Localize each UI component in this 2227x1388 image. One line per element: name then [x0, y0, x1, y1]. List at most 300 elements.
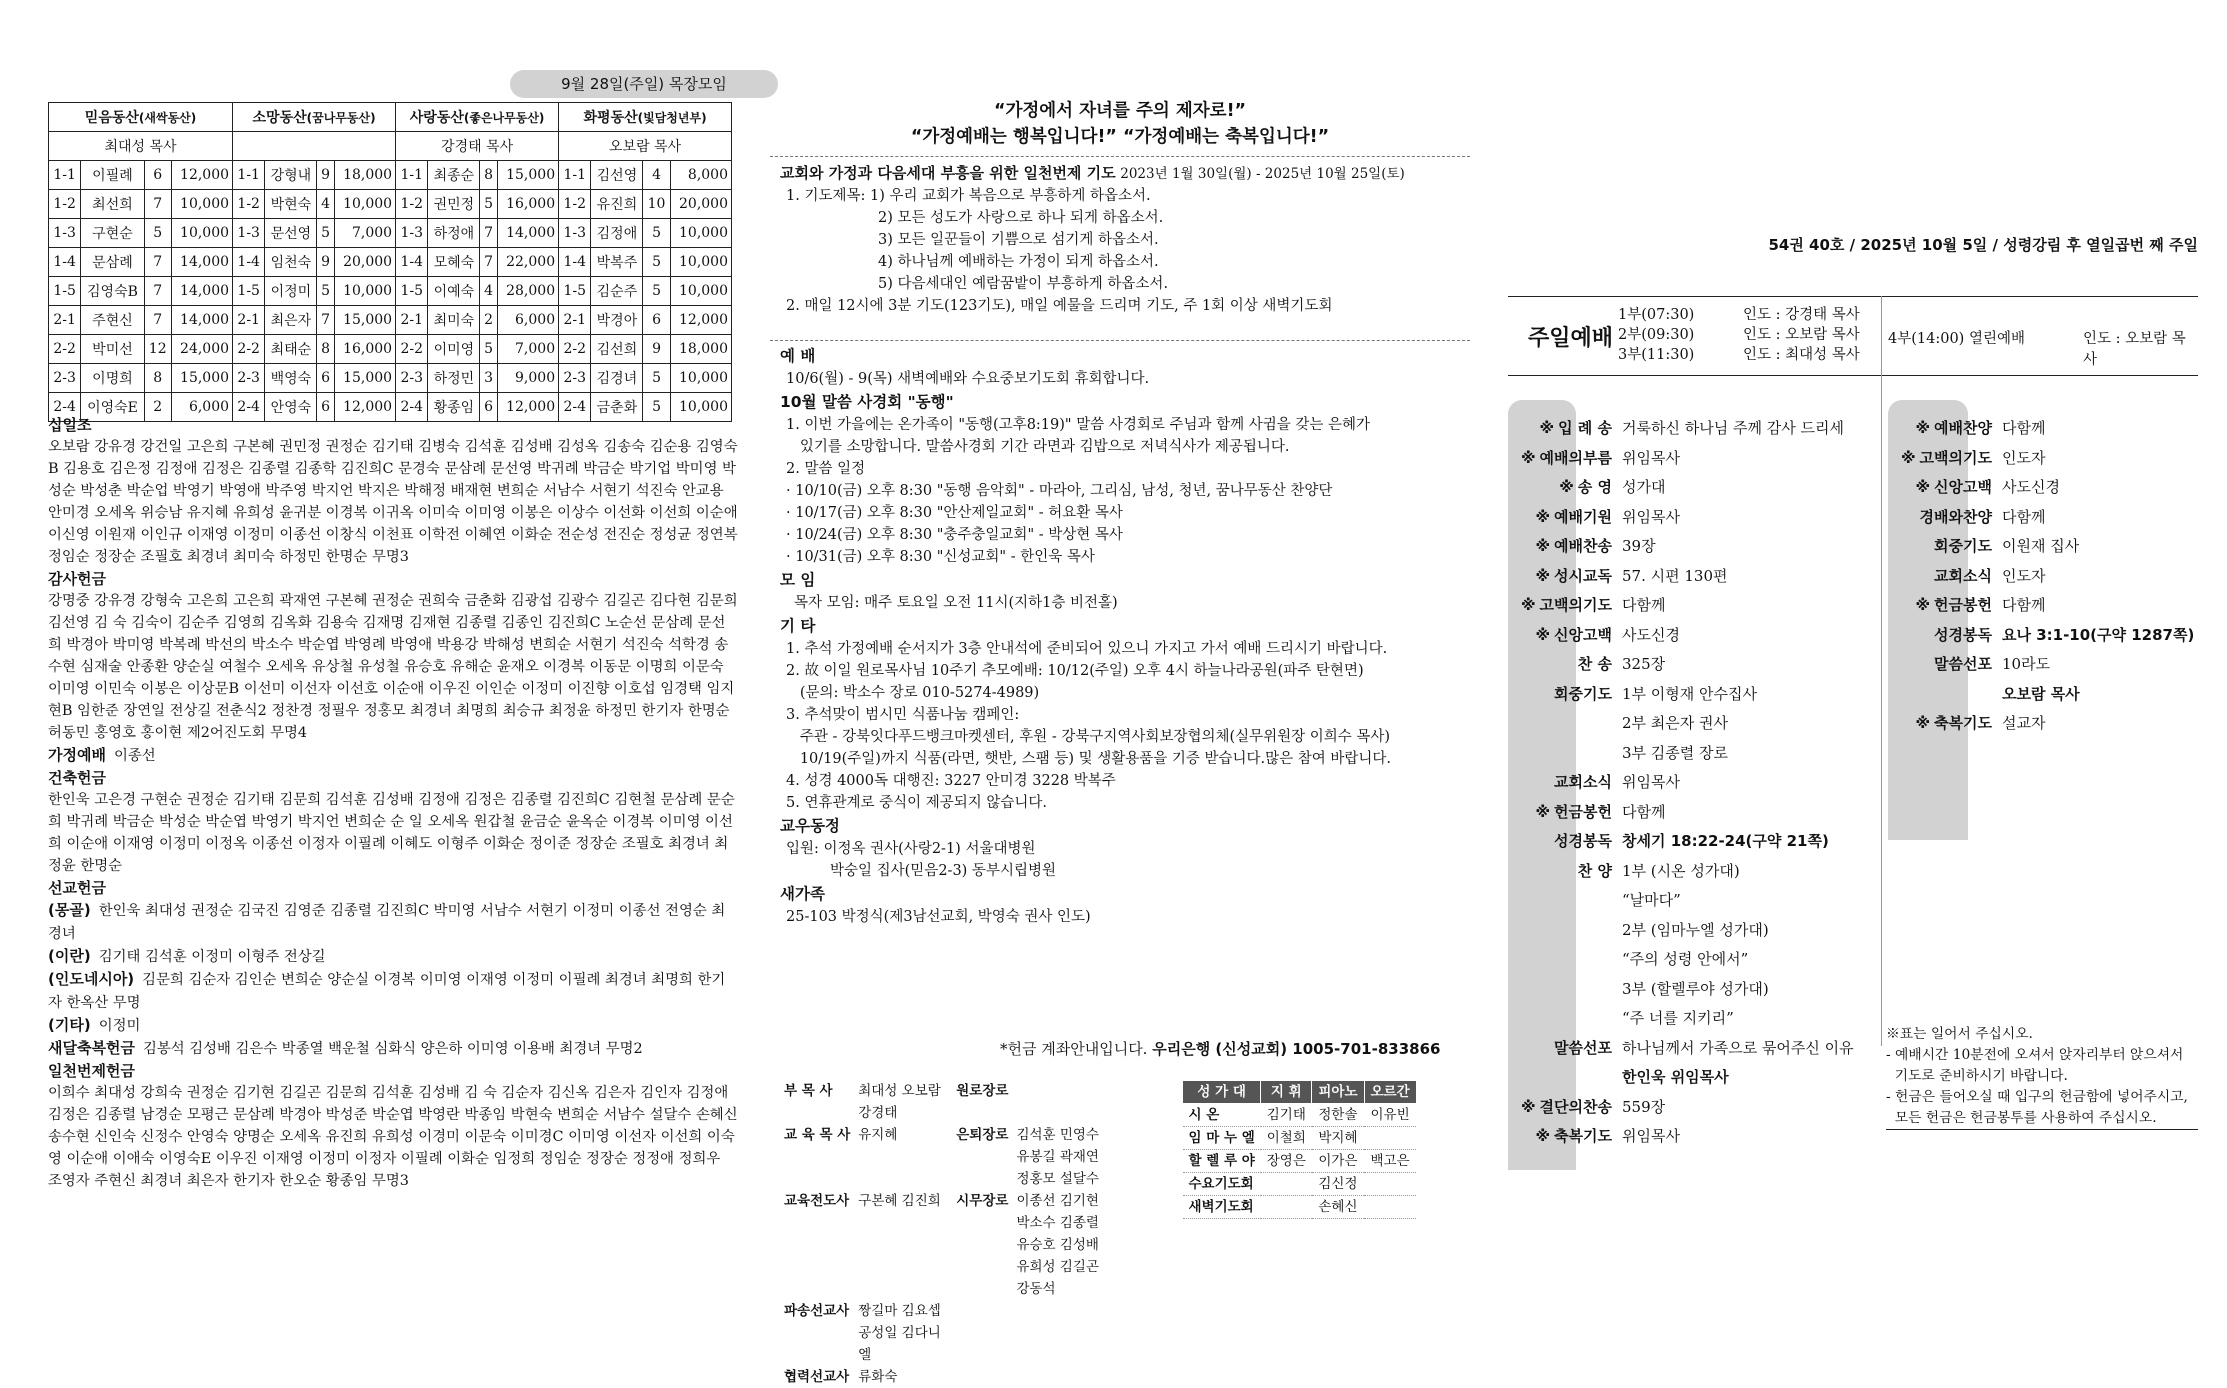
cell-count: 7 — [144, 277, 171, 306]
order-value: 3부 김종렬 장로 — [1622, 743, 1729, 762]
staff-row — [780, 1124, 1110, 1190]
cell-count: 6 — [317, 393, 334, 422]
offering-title — [48, 877, 738, 899]
order-label-text: 회중기도 — [1554, 684, 1612, 703]
cell-name: 박경아 — [591, 306, 643, 335]
offering-inline: 이종선 — [113, 748, 156, 764]
table-row — [49, 219, 732, 248]
group-name — [559, 103, 732, 132]
choir-cell: 백고은 — [1364, 1150, 1416, 1173]
order-value: 한인욱 위임목사 — [1622, 1068, 1729, 1086]
offering-title — [48, 1060, 738, 1082]
order-item — [1508, 680, 1878, 710]
cell-code: 1-5 — [559, 277, 591, 306]
order-item — [1508, 1004, 1878, 1034]
cell-count: 4 — [317, 190, 334, 219]
cell-amount: 14,000 — [171, 248, 232, 277]
order-value: 설교자 — [2002, 714, 2046, 732]
choir-row — [1183, 1104, 1417, 1127]
cell-amount: 8,000 — [670, 161, 731, 190]
order-value: 위임목사 — [1622, 1127, 1680, 1145]
order-label — [1888, 650, 2002, 680]
order-value: 하나님께서 가족으로 묶어주신 이유 — [1622, 1038, 1854, 1057]
word-item: 2. 말씀 일정 — [786, 461, 866, 477]
order-label-text: 성시교독 — [1554, 566, 1612, 585]
cell-name: 임천숙 — [265, 248, 317, 277]
order-mark: ※ — [1520, 596, 1536, 614]
choir-cell: 손혜신 — [1312, 1196, 1364, 1219]
order-item — [1508, 916, 1878, 946]
order-item — [1888, 473, 2198, 503]
cell-amount: 12,000 — [497, 393, 558, 422]
order-item — [1508, 444, 1878, 474]
order-label-text: 경배와찬양 — [1919, 507, 1992, 526]
cell-amount: 14,000 — [171, 277, 232, 306]
order-item — [1508, 1093, 1878, 1123]
order-value: “날마다” — [1622, 891, 1681, 909]
notice-line: ※표는 일어서 주십시오. — [1886, 1026, 2033, 1042]
offering-title — [48, 1014, 738, 1037]
cell-amount: 14,000 — [497, 219, 558, 248]
offering-names: 강명중 강유경 강형숙 고은희 고은희 곽재연 구본혜 권정순 권희숙 금춘화 김광섭 김광수 김길곤 김다현 김문희 김선영 김 숙 김숙이 김순주 김영희 김옥화 김용숙 김재명 김재현 김종렬 김종인 김진희C 노순선 문삼례 문선희 박경아 박미영 박복례 박선의 박소수 박순엽 박영례 박영애 박용강 박해성 변희순 서현기 석진숙 석학경 송수현 심재술 안종환 양순실 여철수 오세옥 유상철 유성철 유승호 유해순 윤재오 이경복 이동문 이명희 이문숙 이미영 이민숙 이봉은 이상문B 이선미 이선자 이선호 이순애 이우진 이인순 이정미 이진향 이호섭 임경택 임지현B 임한준 장연일 전상길 전춘식2 정찬경 정필우 정홍모 최경녀 최명희 최승규 최정윤 하정민 한기자 한명순 허동민 홍영호 홍이현 제2어진도회 무명4 — [48, 593, 738, 741]
cell-count: 9 — [317, 161, 334, 190]
order-mark: ※ — [1559, 478, 1574, 496]
order-label-text: 찬 양 — [1577, 861, 1612, 880]
cell-amount: 15,000 — [497, 161, 558, 190]
offering-title — [48, 744, 738, 767]
worship-text: 10/6(월) - 9(목) 새벽예배와 수요중보기도회 휴회합니다. — [786, 371, 1150, 387]
order-label — [1508, 1122, 1622, 1152]
cell-amount: 6,000 — [171, 393, 232, 422]
order-value: “주의 성령 안에서” — [1622, 950, 1749, 968]
cell-name: 김순주 — [591, 277, 643, 306]
column-divider — [1881, 296, 1882, 1046]
choir-cell: 수요기도회 — [1183, 1173, 1261, 1196]
cell-count: 4 — [480, 277, 497, 306]
order-label-text — [1608, 891, 1612, 909]
order-label-text — [1608, 921, 1612, 939]
cell-count: 8 — [144, 364, 171, 393]
cell-amount: 16,000 — [497, 190, 558, 219]
cell-count: 7 — [317, 306, 334, 335]
order-value: 인도자 — [2002, 448, 2046, 467]
order-item — [1508, 857, 1878, 887]
order-mark: ※ — [1915, 419, 1931, 437]
cell-code: 2-4 — [233, 393, 265, 422]
order-label — [1508, 473, 1622, 503]
offering-title — [48, 767, 738, 789]
order-value: 요나 3:1-10(구약 1287쪽) — [2002, 625, 2195, 644]
order-label-text: 예배의부름 — [1539, 448, 1612, 467]
offering-title — [48, 568, 738, 590]
meet-title: 모 임 — [780, 571, 816, 589]
service-time: 1부(07:30) — [1618, 307, 1695, 323]
cell-code: 1-4 — [396, 248, 428, 277]
order-item — [1508, 621, 1878, 651]
cell-count: 5 — [480, 190, 497, 219]
order-label — [1508, 650, 1622, 680]
order-value: 39장 — [1622, 537, 1656, 555]
cell-count: 6 — [144, 161, 171, 190]
elder-names: 김석훈 민영수 유봉길 곽재연 정홍모 설달수 — [1016, 1127, 1099, 1187]
order-left — [1508, 414, 1878, 1152]
cell-name: 김선희 — [591, 335, 643, 364]
order-item — [1508, 473, 1878, 503]
order-item — [1508, 768, 1878, 798]
order-label — [1508, 532, 1622, 562]
order-mark: ※ — [1535, 625, 1551, 644]
order-label-text — [1608, 1068, 1612, 1086]
cell-amount: 7,000 — [497, 335, 558, 364]
group-title: 믿음동산 — [84, 110, 139, 126]
cell-amount: 10,000 — [670, 248, 731, 277]
order-label-text — [1608, 714, 1612, 732]
order-mark: ※ — [1915, 714, 1931, 732]
cell-code: 1-3 — [559, 219, 591, 248]
order-label-text: 교회소식 — [1554, 773, 1612, 791]
cell-name: 안영숙 — [265, 393, 317, 422]
cell-name: 구현순 — [81, 219, 144, 248]
order-label — [1888, 503, 2002, 533]
order-value: 다함께 — [1622, 802, 1666, 821]
choir-cell: 박지혜 — [1312, 1127, 1364, 1150]
cell-count: 10 — [643, 190, 670, 219]
group-title: 소망동산 — [252, 110, 307, 126]
order-label — [1508, 975, 1622, 1005]
offering-name: 선교헌금 — [48, 879, 106, 897]
offering-name: 일천번제헌금 — [48, 1062, 135, 1080]
service-4: 4부(14:00) 열린예배 — [1888, 331, 2025, 347]
order-label — [1508, 916, 1622, 946]
order-item — [1508, 650, 1878, 680]
cell-count: 8 — [317, 335, 334, 364]
cell-count: 7 — [480, 219, 497, 248]
cell-code: 2-2 — [559, 335, 591, 364]
cell-count: 5 — [144, 219, 171, 248]
table-row — [49, 364, 732, 393]
etc-title: 기 타 — [780, 617, 816, 635]
notice-line: 기도로 준비하시기 바랍니다. — [1886, 1068, 2068, 1084]
order-item — [1508, 945, 1878, 975]
cell-count: 6 — [643, 306, 670, 335]
group-name — [233, 103, 396, 132]
etc-item: 2. 故 이일 원로목사님 10주기 추모예배: 10/12(주일) 오후 4시 하늘나라공원(파주 탄현면) — [786, 663, 1364, 679]
group-sub: (꿈나무동산) — [306, 111, 376, 125]
offering-name: (인도네시아) — [48, 970, 135, 988]
choir-cell — [1261, 1173, 1312, 1196]
word-item: 있기를 소망합니다. 말씀사경회 기간 라면과 김밥으로 저녁식사가 제공됩니다. — [786, 439, 1290, 455]
group-sub: (좋은나무동산) — [463, 111, 545, 125]
choir-cell — [1261, 1196, 1312, 1219]
cell-count: 7 — [144, 248, 171, 277]
cell-name: 최종순 — [428, 161, 480, 190]
order-label — [1508, 768, 1622, 798]
order-mark: ※ — [1535, 507, 1551, 526]
cell-code: 2-1 — [559, 306, 591, 335]
etc-item: 1. 추석 가정예배 순서지가 3층 안내석에 준비되어 있으니 가지고 가서 예배 드리시기 바랍니다. — [786, 641, 1388, 657]
service-time: 2부(09:30) — [1618, 327, 1695, 343]
group-name — [396, 103, 559, 132]
cell-count: 3 — [480, 364, 497, 393]
order-label — [1508, 503, 1622, 533]
cell-code: 1-4 — [49, 248, 81, 277]
staff-names: 구본혜 김진희 — [858, 1193, 941, 1209]
order-label — [1508, 709, 1622, 739]
cell-code: 2-2 — [396, 335, 428, 364]
order-label — [1508, 414, 1622, 444]
divider — [770, 340, 1470, 341]
staff-names: 유지혜 — [858, 1127, 898, 1143]
prayer-item: 1. 기도제목: 1) 우리 교회가 복음으로 부흥하게 하옵소서. — [786, 188, 1151, 204]
service-times — [1618, 305, 1694, 365]
cell-amount: 15,000 — [171, 364, 232, 393]
slogan — [770, 98, 1470, 150]
offering-name: 가정예배 — [48, 746, 106, 764]
order-value: 559장 — [1622, 1097, 1666, 1116]
cell-name: 최은자 — [265, 306, 317, 335]
order-mark: ※ — [1535, 802, 1551, 821]
order-label-text: 헌금봉헌 — [1934, 596, 1992, 614]
order-mark: ※ — [1535, 566, 1551, 585]
choir-cell: 정한솔 — [1312, 1104, 1364, 1127]
choir-cell: 임 마 누 엘 — [1183, 1127, 1261, 1150]
choir-row — [1183, 1127, 1417, 1150]
group-title: 사랑동산 — [409, 110, 464, 126]
staff-label: 교육전도사 — [784, 1193, 850, 1209]
service-4-leader: 인도 : 오보람 목사 — [2083, 331, 2186, 368]
cell-count: 6 — [317, 364, 334, 393]
order-label — [1508, 739, 1622, 769]
staff-label: 파송선교사 — [784, 1303, 850, 1319]
cell-amount: 10,000 — [670, 364, 731, 393]
bank-prefix: *헌금 계좌안내입니다. — [1000, 1040, 1148, 1058]
word-item: · 10/10(금) 오후 8:30 "동행 음악회" - 마라아, 그리심, 남성, 청년, 꿈나무동산 찬양단 — [786, 483, 1333, 499]
cell-count: 12 — [144, 335, 171, 364]
cell-amount: 12,000 — [670, 306, 731, 335]
offering-title — [48, 968, 738, 1014]
word-item: · 10/17(금) 오후 8:30 "안산제일교회" - 허요환 목사 — [786, 505, 1123, 521]
offering-title — [48, 899, 738, 945]
cell-name: 박현숙 — [265, 190, 317, 219]
prayer-item: 2. 매일 12시에 3분 기도(123기도), 매일 예물을 드리며 기도, 주 1회 이상 새벽기도회 — [786, 298, 1333, 314]
service-leader: 인도 : 최대성 목사 — [1743, 347, 1860, 363]
order-mark: ※ — [1520, 448, 1536, 467]
cell-amount: 10,000 — [670, 219, 731, 248]
cell-amount: 10,000 — [334, 277, 395, 306]
offering-names: 이희수 최대성 강희숙 권정순 김기현 김길곤 김문희 김석훈 김성배 김 숙 김순자 김신옥 김은자 김인자 김정애 김정은 김종렬 남경순 모평근 문삼례 박경아 박성준 박순엽 박영란 박종임 박현숙 변희순 서남수 설달수 손혜신 송수현 신인숙 신정수 안영숙 양명순 오세옥 유진희 유희성 이경미 이문숙 이미경C 이미영 이선자 이선희 이숙영 이순애 이애숙 이영숙E 이우진 이재영 이정미 이정자 이필례 이화순 임정희 정임순 정장순 정정애 정희우 조영자 주현신 최경녀 최은자 한기자 한오순 황종임 무명3 — [48, 1085, 738, 1189]
cell-amount: 7,000 — [334, 219, 395, 248]
cell-name: 최미숙 — [428, 306, 480, 335]
cell-code: 2-1 — [233, 306, 265, 335]
cell-amount: 10,000 — [670, 277, 731, 306]
cell-amount: 9,000 — [497, 364, 558, 393]
order-mark: ※ — [1535, 1127, 1551, 1145]
etc-item: 5. 연휴관계로 중식이 제공되지 않습니다. — [786, 795, 1047, 811]
staff-names: 류화숙 — [858, 1369, 898, 1385]
cell-code: 1-2 — [49, 190, 81, 219]
offering-names: 오보람 강유경 강건일 고은희 구본혜 권민정 권정순 김기태 김병숙 김석훈 김성배 김성옥 김송숙 김순용 김영숙B 김용호 김은정 김정애 김정은 김종렬 김종학 김진희C 문경숙 문삼례 문선영 박귀례 박금순 박기업 박미영 박성순 박성춘 박순업 박영기 박영애 박주영 박지언 박지은 박해정 배재현 변희순 서남수 서현기 석진숙 안교용 안미경 오세옥 위승남 유지혜 유희성 윤귀분 이경복 이귀옥 이미숙 이미영 이봉은 이상수 이선화 이선희 이순애 이신영 이원재 이인규 이재영 이정미 이종선 이창식 이천표 이학전 이혜연 이화순 전순성 전진순 정성균 정연복 정임순 정장순 조필호 최경녀 최미숙 하정민 한명순 무명3 — [48, 439, 738, 565]
cell-name: 황종임 — [428, 393, 480, 422]
choir-cell: 이가은 — [1312, 1150, 1364, 1173]
cell-name: 최태순 — [265, 335, 317, 364]
cell-code: 1-1 — [559, 161, 591, 190]
staff-label: 교 육 목 사 — [784, 1127, 851, 1143]
staff-label: 부 목 사 — [784, 1083, 833, 1099]
offering-inline: 이정미 — [98, 1018, 141, 1034]
choir-cell — [1364, 1196, 1416, 1219]
order-label — [1508, 591, 1622, 621]
order-label — [1888, 444, 2002, 474]
order-item — [1888, 562, 2198, 592]
order-item — [1508, 503, 1878, 533]
cell-name: 모혜숙 — [428, 248, 480, 277]
order-value: 다함께 — [2002, 596, 2046, 614]
offering-name: 새달축복헌금 — [48, 1039, 135, 1057]
cell-amount: 6,000 — [497, 306, 558, 335]
elder-label: 은퇴장로 — [956, 1127, 1009, 1143]
order-value: 위임목사 — [1622, 507, 1680, 526]
cell-code: 2-4 — [49, 393, 81, 422]
etc-item: 3. 추석맞이 범시민 식품나눔 캠페인: — [786, 707, 1020, 723]
order-label — [1508, 621, 1622, 651]
cell-code: 1-2 — [559, 190, 591, 219]
cell-count: 9 — [643, 335, 670, 364]
choir-cell: 김신정 — [1312, 1173, 1364, 1196]
group-sub: (빛담청년부) — [637, 111, 707, 125]
staff-table — [780, 1080, 1110, 1388]
order-item — [1508, 591, 1878, 621]
cell-amount: 12,000 — [171, 161, 232, 190]
cell-code: 2-4 — [559, 393, 591, 422]
choir-header: 지 휘 — [1261, 1081, 1312, 1104]
table-row — [49, 335, 732, 364]
cell-name: 문선영 — [265, 219, 317, 248]
cell-code: 2-2 — [233, 335, 265, 364]
order-label-text: 송 영 — [1577, 478, 1612, 496]
order-value: 거룩하신 하나님 주께 감사 드리세 — [1622, 419, 1844, 437]
cell-count: 6 — [480, 393, 497, 422]
cell-count: 5 — [317, 219, 334, 248]
order-label-text: 고백의기도 — [1919, 448, 1992, 467]
cell-name: 하정민 — [428, 364, 480, 393]
cell-count: 5 — [643, 248, 670, 277]
offering-name: (몽골) — [48, 901, 91, 919]
cell-code: 1-3 — [49, 219, 81, 248]
order-item — [1508, 1034, 1878, 1064]
cell-code: 1-1 — [396, 161, 428, 190]
order-item — [1888, 503, 2198, 533]
table-row — [49, 306, 732, 335]
order-item — [1508, 975, 1878, 1005]
choir-header: 성 가 대 — [1183, 1081, 1261, 1104]
cell-name: 문삼례 — [81, 248, 144, 277]
order-label — [1508, 857, 1622, 887]
news-title: 교우동정 — [780, 817, 840, 835]
group-title: 화평동산 — [583, 110, 638, 126]
offering-inline: 김봉석 김성배 김은수 박종열 백운철 심화식 양은하 이미영 이용배 최경녀 무명2 — [142, 1041, 643, 1057]
order-item — [1888, 709, 2198, 739]
order-mark: ※ — [1535, 537, 1551, 555]
cell-amount: 15,000 — [334, 364, 395, 393]
cell-code: 1-4 — [233, 248, 265, 277]
order-value: 2부 (임마누엘 성가대) — [1622, 920, 1769, 939]
order-value: 3부 (할렐루야 성가대) — [1622, 979, 1769, 998]
cell-amount: 22,000 — [497, 248, 558, 277]
cell-name: 이필례 — [81, 161, 144, 190]
notice-box — [1886, 1024, 2198, 1130]
order-item — [1888, 650, 2198, 680]
cell-count: 5 — [480, 335, 497, 364]
order-label-text — [1608, 1009, 1612, 1027]
cell-code: 1-1 — [49, 161, 81, 190]
choir-row — [1183, 1150, 1417, 1173]
cell-code: 2-3 — [49, 364, 81, 393]
cell-amount: 10,000 — [334, 190, 395, 219]
cell-code: 2-2 — [49, 335, 81, 364]
order-label — [1508, 562, 1622, 592]
cell-code: 1-2 — [233, 190, 265, 219]
prayer-item: 3) 모든 일꾼들이 기쁨으로 섬기게 하옵소서. — [878, 232, 1159, 248]
cell-code: 2-3 — [396, 364, 428, 393]
news-body — [780, 344, 1470, 928]
order-value: 인도자 — [2002, 566, 2046, 585]
cell-amount: 12,000 — [334, 393, 395, 422]
order-label-text: 찬 송 — [1577, 655, 1612, 673]
staff-label: 협력선교사 — [784, 1369, 850, 1385]
order-value: 1부 (시온 성가대) — [1622, 861, 1740, 880]
group-leader: 강경태 목사 — [396, 132, 559, 161]
offering-title — [48, 945, 738, 968]
cell-name: 이예숙 — [428, 277, 480, 306]
staff-row — [780, 1300, 1110, 1366]
order-label-text — [1608, 950, 1612, 968]
cell-code: 1-1 — [233, 161, 265, 190]
cell-group-table — [48, 102, 732, 422]
order-label-text — [1608, 980, 1612, 998]
word-title: 10월 말씀 사경회 "동행" — [780, 393, 954, 411]
cell-amount: 18,000 — [334, 161, 395, 190]
cell-amount: 20,000 — [334, 248, 395, 277]
bank-info — [1000, 1038, 1440, 1059]
choir-header: 오르간 — [1364, 1081, 1416, 1104]
order-value: 위임목사 — [1622, 773, 1680, 791]
cell-name: 김정애 — [591, 219, 643, 248]
etc-item: (문의: 박소수 장로 010-5274-4989) — [786, 685, 1040, 701]
offering-inline: 김기태 김석훈 이정미 이형주 전상길 — [98, 949, 326, 965]
order-item — [1508, 532, 1878, 562]
order-mark: ※ — [1915, 478, 1931, 496]
divider — [770, 156, 1470, 157]
offering-inline: 김문희 김순자 김인순 변희순 양순실 이경복 이미영 이재영 이정미 이필례 최경녀 최명희 한기자 한옥산 무명 — [48, 972, 726, 1011]
order-item — [1888, 680, 2198, 710]
order-mark: ※ — [1900, 448, 1916, 467]
service-leader: 인도 : 강경태 목사 — [1743, 307, 1860, 323]
order-value: 1부 이형재 안수집사 — [1622, 684, 1758, 703]
choir-cell: 시 온 — [1183, 1104, 1261, 1127]
meeting-date-badge: 9월 28일(주일) 목장모임 — [510, 70, 778, 98]
order-label — [1508, 827, 1622, 857]
cell-name: 하정애 — [428, 219, 480, 248]
offering-name: (기타) — [48, 1016, 91, 1034]
cell-amount: 15,000 — [334, 306, 395, 335]
staff-row — [780, 1190, 1110, 1300]
group-leader: 최대성 목사 — [49, 132, 233, 161]
order-label-text: 입 례 송 — [1558, 419, 1612, 437]
cell-code: 2-3 — [233, 364, 265, 393]
order-label-text: 헌금봉헌 — [1554, 802, 1612, 821]
order-label-text: 성경봉독 — [1554, 832, 1612, 850]
group-leader: 오보람 목사 — [559, 132, 732, 161]
